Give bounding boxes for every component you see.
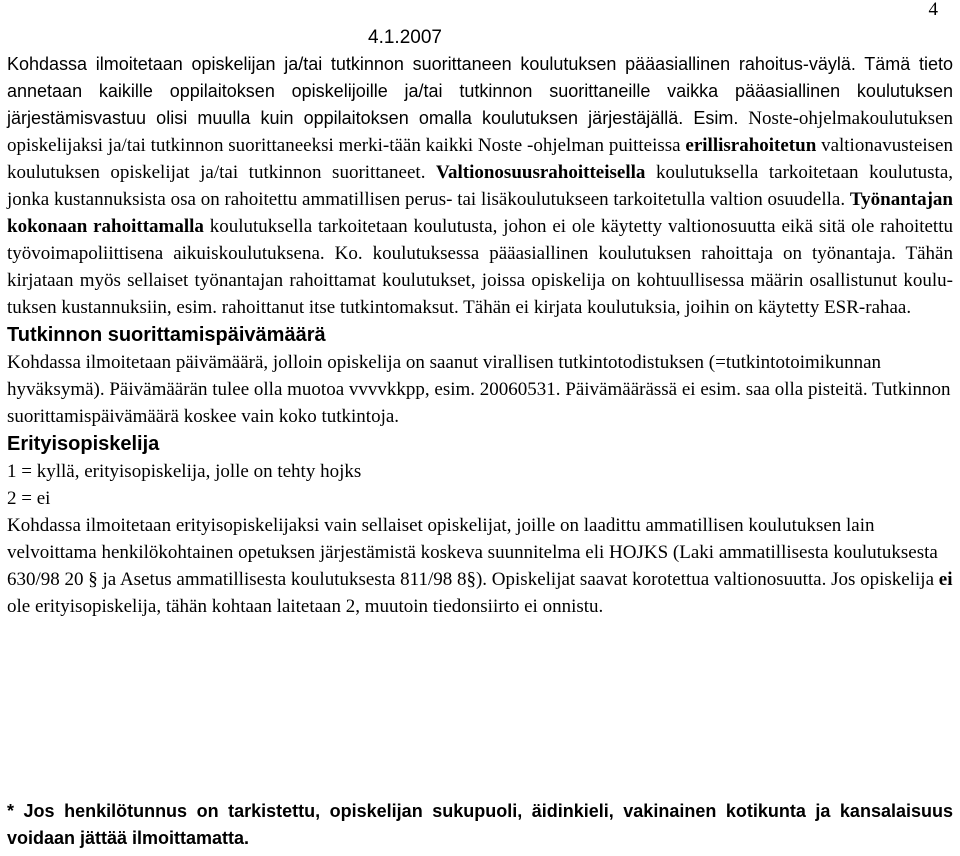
funding-text-2: valtionavusteisen koulutuksen opiskelijat ja/tai tutkinnon suorittaneet. xyxy=(7,135,953,183)
funding-bold-term-3: Työnantajan kokonaan rahoittamalla xyxy=(7,189,953,237)
section-heading-special-student: Erityisopiskelija xyxy=(7,433,160,455)
special-student-text-2: ole erityisopiskelija, tähän kohtaan laitetaan 2, muutoin tiedonsiirto ei onnistu. xyxy=(7,596,604,617)
special-student-bold-ei: ei xyxy=(938,569,953,590)
page-number: 4 xyxy=(928,0,938,20)
funding-bold-term-2: Valtionosuusrahoitteisella xyxy=(436,162,646,183)
footnote: * Jos henkilötunnus on tarkistettu, opiskelijan sukupuoli, äidinkieli, vakinainen kotikunta ja kansalaisuus voidaan jättää ilmoittamatta. xyxy=(7,801,953,848)
funding-text-3: koulutuksella tarkoitetaan koulutusta, jonka kustannuksista osa on rahoitettu ammatillisen perus- tai lisäkoulutukseen tarkoitetulla valtion osuudella. xyxy=(7,162,954,210)
section-heading-completion-date: Tutkinnon suorittamispäivämäärä xyxy=(7,324,326,346)
completion-date-paragraph: Kohdassa ilmoitetaan päivämäärä, jolloin opiskelija on saanut virallisen tutkintotodistuksen (=tutkintotoimikunnan hyväksymä). Päivämäärän tulee olla muotoa vvvvkkpp, esim. 20060531. Päivämäärässä ei esim. saa olla pisteitä. Tutkinnon suorittamispäivämäärä koskee vain koko tutkintoja. xyxy=(7,352,951,427)
funding-text-1: Noste-ohjelmakoulutuksen opiskelijaksi ja/tai tutkinnon suorittaneeksi merki-tään kaikki Noste -ohjelman puitteissa xyxy=(7,108,953,156)
funding-intro-text: Kohdassa ilmoitetaan opiskelijan ja/tai tutkinnon suorittaneen koulutuksen pääasiallinen rahoitus-väylä. Tämä tieto annetaan kaikille oppilaitoksen opiskelijoille ja/tai tutkinnon suorittaneille vaikka pääasiallinen koulutuksen järjestämisvastuu olisi muulla kuin oppilaitoksen omalla koulutuksen järjestäjällä. Esim. xyxy=(7,54,953,128)
funding-paragraph xyxy=(7,51,953,321)
document-date: 4.1.2007 xyxy=(368,27,442,48)
funding-text-4: koulutuksella tarkoitetaan koulutusta, johon ei ole käytetty valtionosuutta eikä sitä ole rahoitettu työvoimapoliittisena aikuiskoulutuksena. Ko. koulutuksessa pääasiallinen koulutuksen rahoittaja on työnantaja. Tähän kirjataan myös sellaiset työnantajan rahoittamat koulutukset, joissa opiskelija on kohtuullisessa määrin osallistunut koulu-tuksen kustannuksiin, esim. rahoittanut itse tutkintomaksut. Tähän ei kirjata koulutuksia, joihin on käytetty ESR-rahaa. xyxy=(7,216,953,318)
funding-bold-term-1: erillisrahoitetun xyxy=(685,135,817,156)
special-student-paragraph xyxy=(7,512,953,620)
special-student-option-1: 1 = kyllä, erityisopiskelija, jolle on tehty hojks xyxy=(7,461,362,482)
special-student-option-2: 2 = ei xyxy=(7,488,51,509)
special-student-text-1: Kohdassa ilmoitetaan erityisopiskelijaksi vain sellaiset opiskelijat, joille on laadittu ammatillisen koulutuksen lain velvoittama henkilökohtainen opetuksen järjestämistä koskeva suunnitelma eli HOJKS (Laki ammatillisesta koulutuksesta 630/98 20 § ja Asetus ammatillisesta koulutuksesta 811/98 8§). Opiskelijat saavat korotettua valtionosuutta. Jos opiskelija xyxy=(7,515,939,590)
main-content xyxy=(7,51,953,620)
